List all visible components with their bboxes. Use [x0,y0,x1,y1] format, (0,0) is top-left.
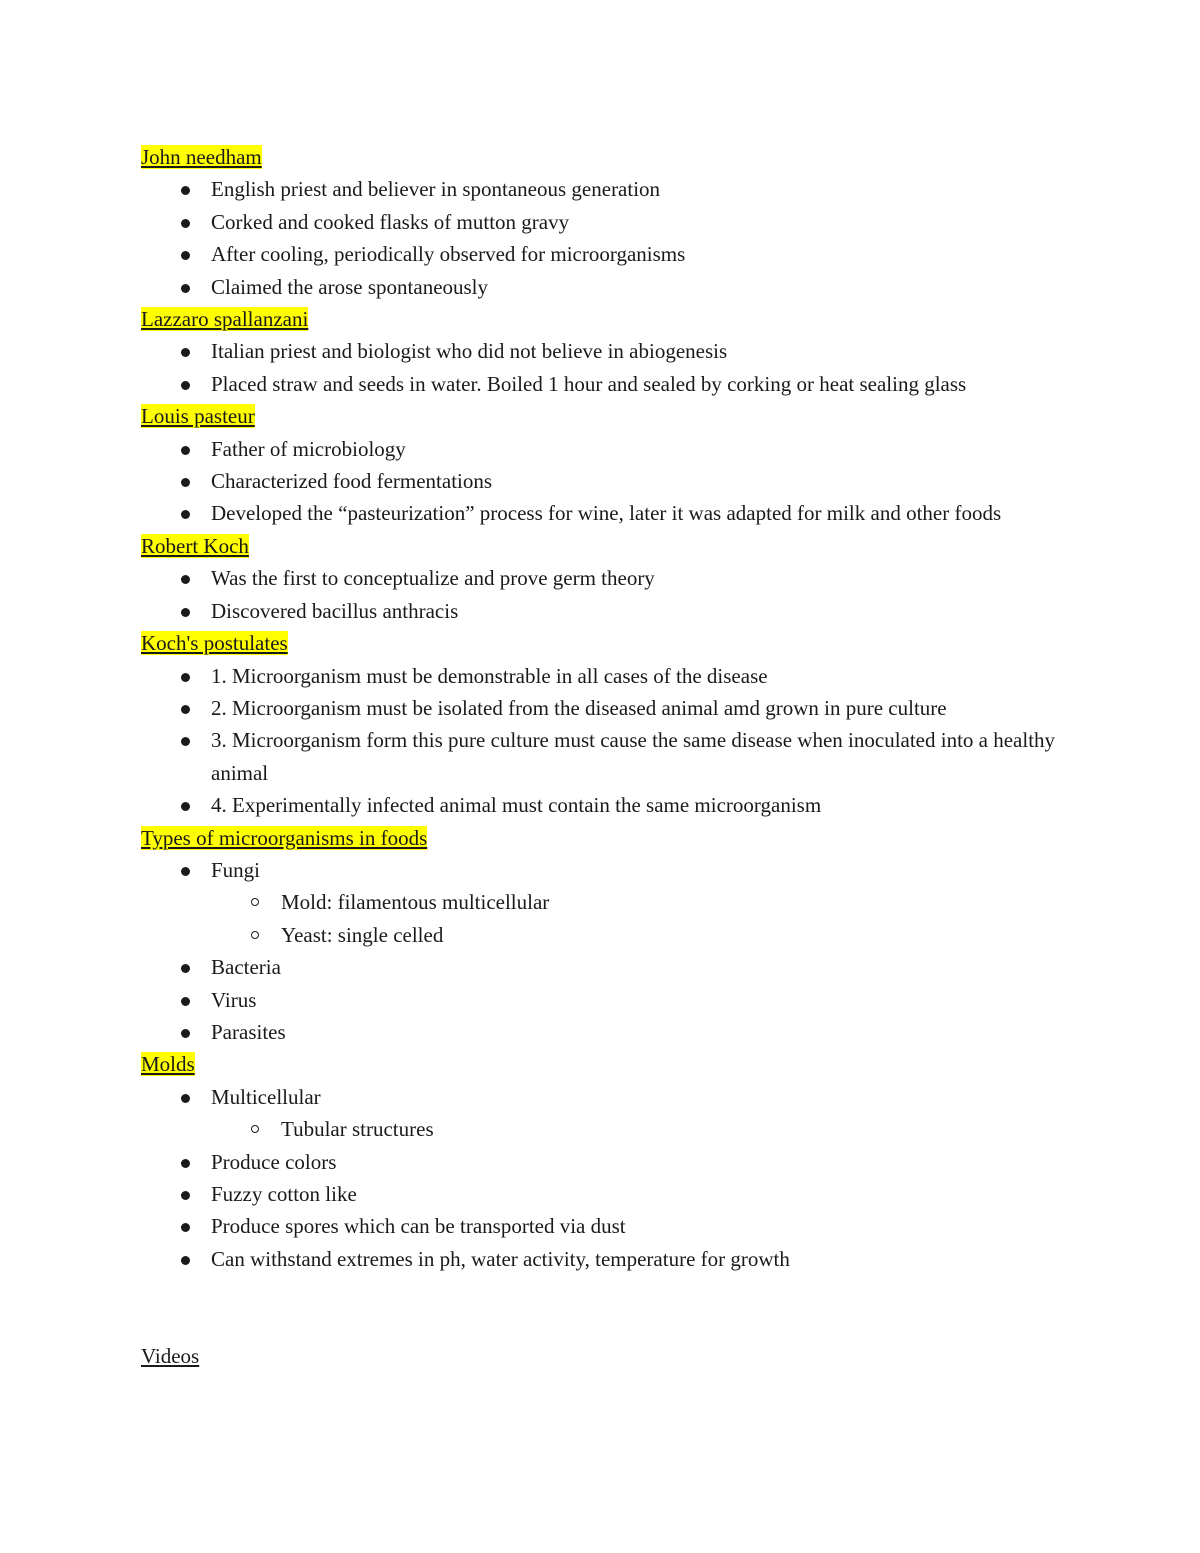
bullet-list [141,562,1100,627]
section-heading-text: Types of microorganisms in foods [141,825,428,850]
bullet-list [141,173,1100,303]
list-item [141,1146,1100,1178]
section-heading [141,400,1100,432]
list-item [141,173,1100,205]
list-item [141,238,1100,270]
section-heading [141,627,1100,659]
spacer [141,1275,1100,1340]
list-item [141,1081,1100,1146]
list-item-text: 2. Microorganism must be isolated from the diseased animal amd grown in pure culture [211,695,947,720]
list-item [141,692,1100,724]
list-item-text: Discovered bacillus anthracis [211,598,459,623]
list-item-text: English priest and believer in spontaneous generation [211,177,661,202]
list-item-text: Characterized food fermentations [211,469,493,494]
section-heading [141,303,1100,335]
list-item-text: 4. Experimentally infected animal must contain the same microorganism [211,793,822,818]
list-item [141,1210,1100,1242]
list-item [141,1243,1100,1275]
section-heading [141,530,1100,562]
section-heading-text: Koch's postulates [141,631,288,656]
list-item-text: Italian priest and biologist who did not believe in abiogenesis [211,339,728,364]
list-item [141,660,1100,692]
section-heading-text: Lazzaro spallanzani [141,307,309,332]
section-heading-text: John needham [141,145,262,169]
list-item-text: Parasites [211,1019,286,1044]
list-item-text: Bacteria [211,955,281,980]
list-item-text: 3. Microorganism form this pure culture must cause the same disease when inoculated into a healthy animal [211,728,1056,785]
list-item-text: 1. Microorganism must be demonstrable in all cases of the disease [211,663,768,688]
bullet-list [141,335,1100,400]
list-item-text: After cooling, periodically observed for microorganisms [211,242,686,267]
list-item [141,497,1100,529]
section-heading [141,1048,1100,1080]
list-item-text: Was the first to conceptualize and prove germ theory [211,566,655,591]
bullet-list [141,854,1100,1048]
list-item [141,368,1100,400]
section-heading [141,141,1100,173]
list-item [141,562,1100,594]
list-item-text: Virus [211,987,257,1012]
list-item-text: Fuzzy cotton like [211,1182,357,1206]
section-heading [141,822,1100,854]
notes-body [141,141,1100,1275]
list-item-text: Produce colors [211,1149,337,1174]
list-item-text: Developed the “pasteurization” process for wine, later it was adapted for milk and other foods [211,501,1002,526]
sub-list-item: Tubular structures [211,1113,1100,1145]
list-item-text: Can withstand extremes in ph, water activity, temperature for growth [211,1246,790,1271]
sub-list-item: Yeast: single celled [211,919,1100,951]
list-item [141,433,1100,465]
list-item-text: Multicellular [211,1084,321,1109]
list-item [141,1178,1100,1210]
list-item [141,724,1100,789]
bullet-list [141,1081,1100,1275]
videos-heading-text: Videos [141,1344,200,1369]
section-heading-text: Molds [141,1052,195,1077]
list-item [141,789,1100,821]
bullet-list [141,433,1100,530]
list-item-text: Produce spores which can be transported via dust [211,1214,626,1239]
list-item [141,854,1100,951]
sub-list-item: Mold: filamentous multicellular [211,886,1100,918]
list-item [141,206,1100,238]
sub-bullet-list [211,886,1100,951]
list-item [141,335,1100,367]
list-item [141,1016,1100,1048]
list-item-text: Father of microbiology [211,436,406,461]
list-item [141,595,1100,627]
sub-bullet-list [211,1113,1100,1145]
list-item [141,271,1100,303]
section-heading-text: Robert Koch [141,533,249,558]
list-item [141,951,1100,983]
list-item-text: Fungi [211,857,261,882]
bullet-list [141,660,1100,822]
section-heading-text: Louis pasteur [141,404,255,429]
list-item-text: Corked and cooked flasks of mutton gravy [211,209,570,234]
videos-heading [141,1340,1100,1372]
list-item-text: Placed straw and seeds in water. Boiled 1 hour and sealed by corking or heat sealing glass [211,371,967,396]
list-item [141,984,1100,1016]
list-item [141,465,1100,497]
list-item-text: Claimed the arose spontaneously [211,274,489,299]
